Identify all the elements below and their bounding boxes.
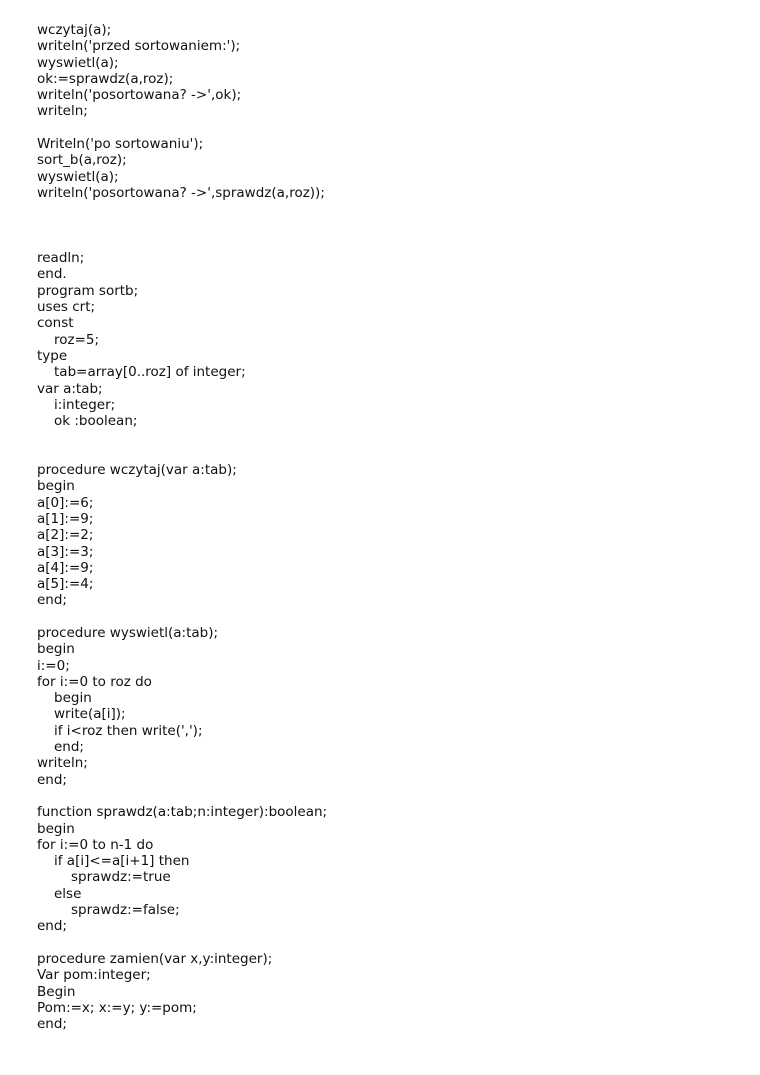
code-line: begin: [37, 478, 75, 495]
blank-line: [37, 935, 737, 951]
code-line: const: [37, 315, 74, 332]
blank-line: [37, 788, 737, 804]
code-line: roz=5;: [54, 331, 100, 348]
code-line: ok:=sprawdz(a,roz);: [37, 70, 174, 87]
code-line: function sprawdz(a:tab;n:integer):boolean;: [37, 804, 328, 821]
code-line: i:integer;: [54, 396, 116, 413]
blank-line: [37, 446, 737, 462]
code-line: if a[i]<=a[i+1] then: [54, 853, 190, 870]
code-line: end.: [37, 266, 67, 283]
code-document: [37, 22, 737, 1032]
code-line: uses crt;: [37, 299, 96, 316]
code-line: writeln;: [37, 755, 88, 772]
code-line: a[3]:=3;: [37, 543, 94, 560]
code-line: end;: [37, 918, 67, 935]
code-line: a[4]:=9;: [37, 559, 94, 576]
code-line: procedure wczytaj(var a:tab);: [37, 462, 237, 479]
code-line: procedure wyswietl(a:tab);: [37, 624, 219, 641]
code-line: Writeln('po sortowaniu');: [37, 136, 204, 153]
code-line: sort_b(a,roz);: [37, 152, 127, 169]
code-line: end;: [37, 1016, 67, 1033]
code-line: program sortb;: [37, 282, 139, 299]
code-line: begin: [37, 641, 75, 658]
code-line: writeln('przed sortowaniem:');: [37, 38, 241, 55]
code-line: var a:tab;: [37, 380, 103, 397]
code-line: begin: [54, 690, 92, 707]
code-line: procedure zamien(var x,y:integer);: [37, 950, 273, 967]
code-line: wczytaj(a);: [37, 22, 112, 38]
code-line: begin: [37, 820, 75, 837]
code-line: a[1]:=9;: [37, 510, 94, 527]
blank-line: [37, 234, 737, 250]
code-line: write(a[i]);: [54, 706, 126, 723]
code-line: if i<roz then write(',');: [54, 722, 203, 739]
code-line: wyswietl(a);: [37, 168, 119, 185]
code-line: Pom:=x; x:=y; y:=pom;: [37, 999, 197, 1016]
blank-line: [37, 609, 737, 625]
code-line: a[5]:=4;: [37, 576, 94, 593]
code-line: i:=0;: [37, 657, 70, 674]
blank-line: [37, 120, 737, 136]
code-line: sprawdz:=false;: [71, 902, 180, 919]
code-line: Var pom:integer;: [37, 967, 151, 984]
blank-line: [37, 429, 737, 445]
code-line: for i:=0 to n-1 do: [37, 836, 154, 853]
code-line: writeln;: [37, 103, 88, 120]
code-line: writeln('posortowana? ->',sprawdz(a,roz));: [37, 184, 325, 201]
code-line: writeln('posortowana? ->',ok);: [37, 87, 242, 104]
blank-line: [37, 201, 737, 217]
code-line: sprawdz:=true: [71, 869, 171, 886]
code-line: a[2]:=2;: [37, 527, 94, 544]
code-line: end;: [37, 771, 67, 788]
code-line: readln;: [37, 250, 85, 267]
blank-line: [37, 218, 737, 234]
code-line: else: [54, 885, 82, 902]
code-line: wyswietl(a);: [37, 54, 119, 71]
code-line: type: [37, 347, 68, 364]
code-line: a[0]:=6;: [37, 494, 94, 511]
code-line: for i:=0 to roz do: [37, 673, 152, 690]
code-line: tab=array[0..roz] of integer;: [54, 364, 246, 381]
code-line: ok :boolean;: [54, 413, 138, 430]
code-line: end;: [54, 739, 84, 756]
code-line: Begin: [37, 983, 76, 1000]
code-line: end;: [37, 592, 67, 609]
